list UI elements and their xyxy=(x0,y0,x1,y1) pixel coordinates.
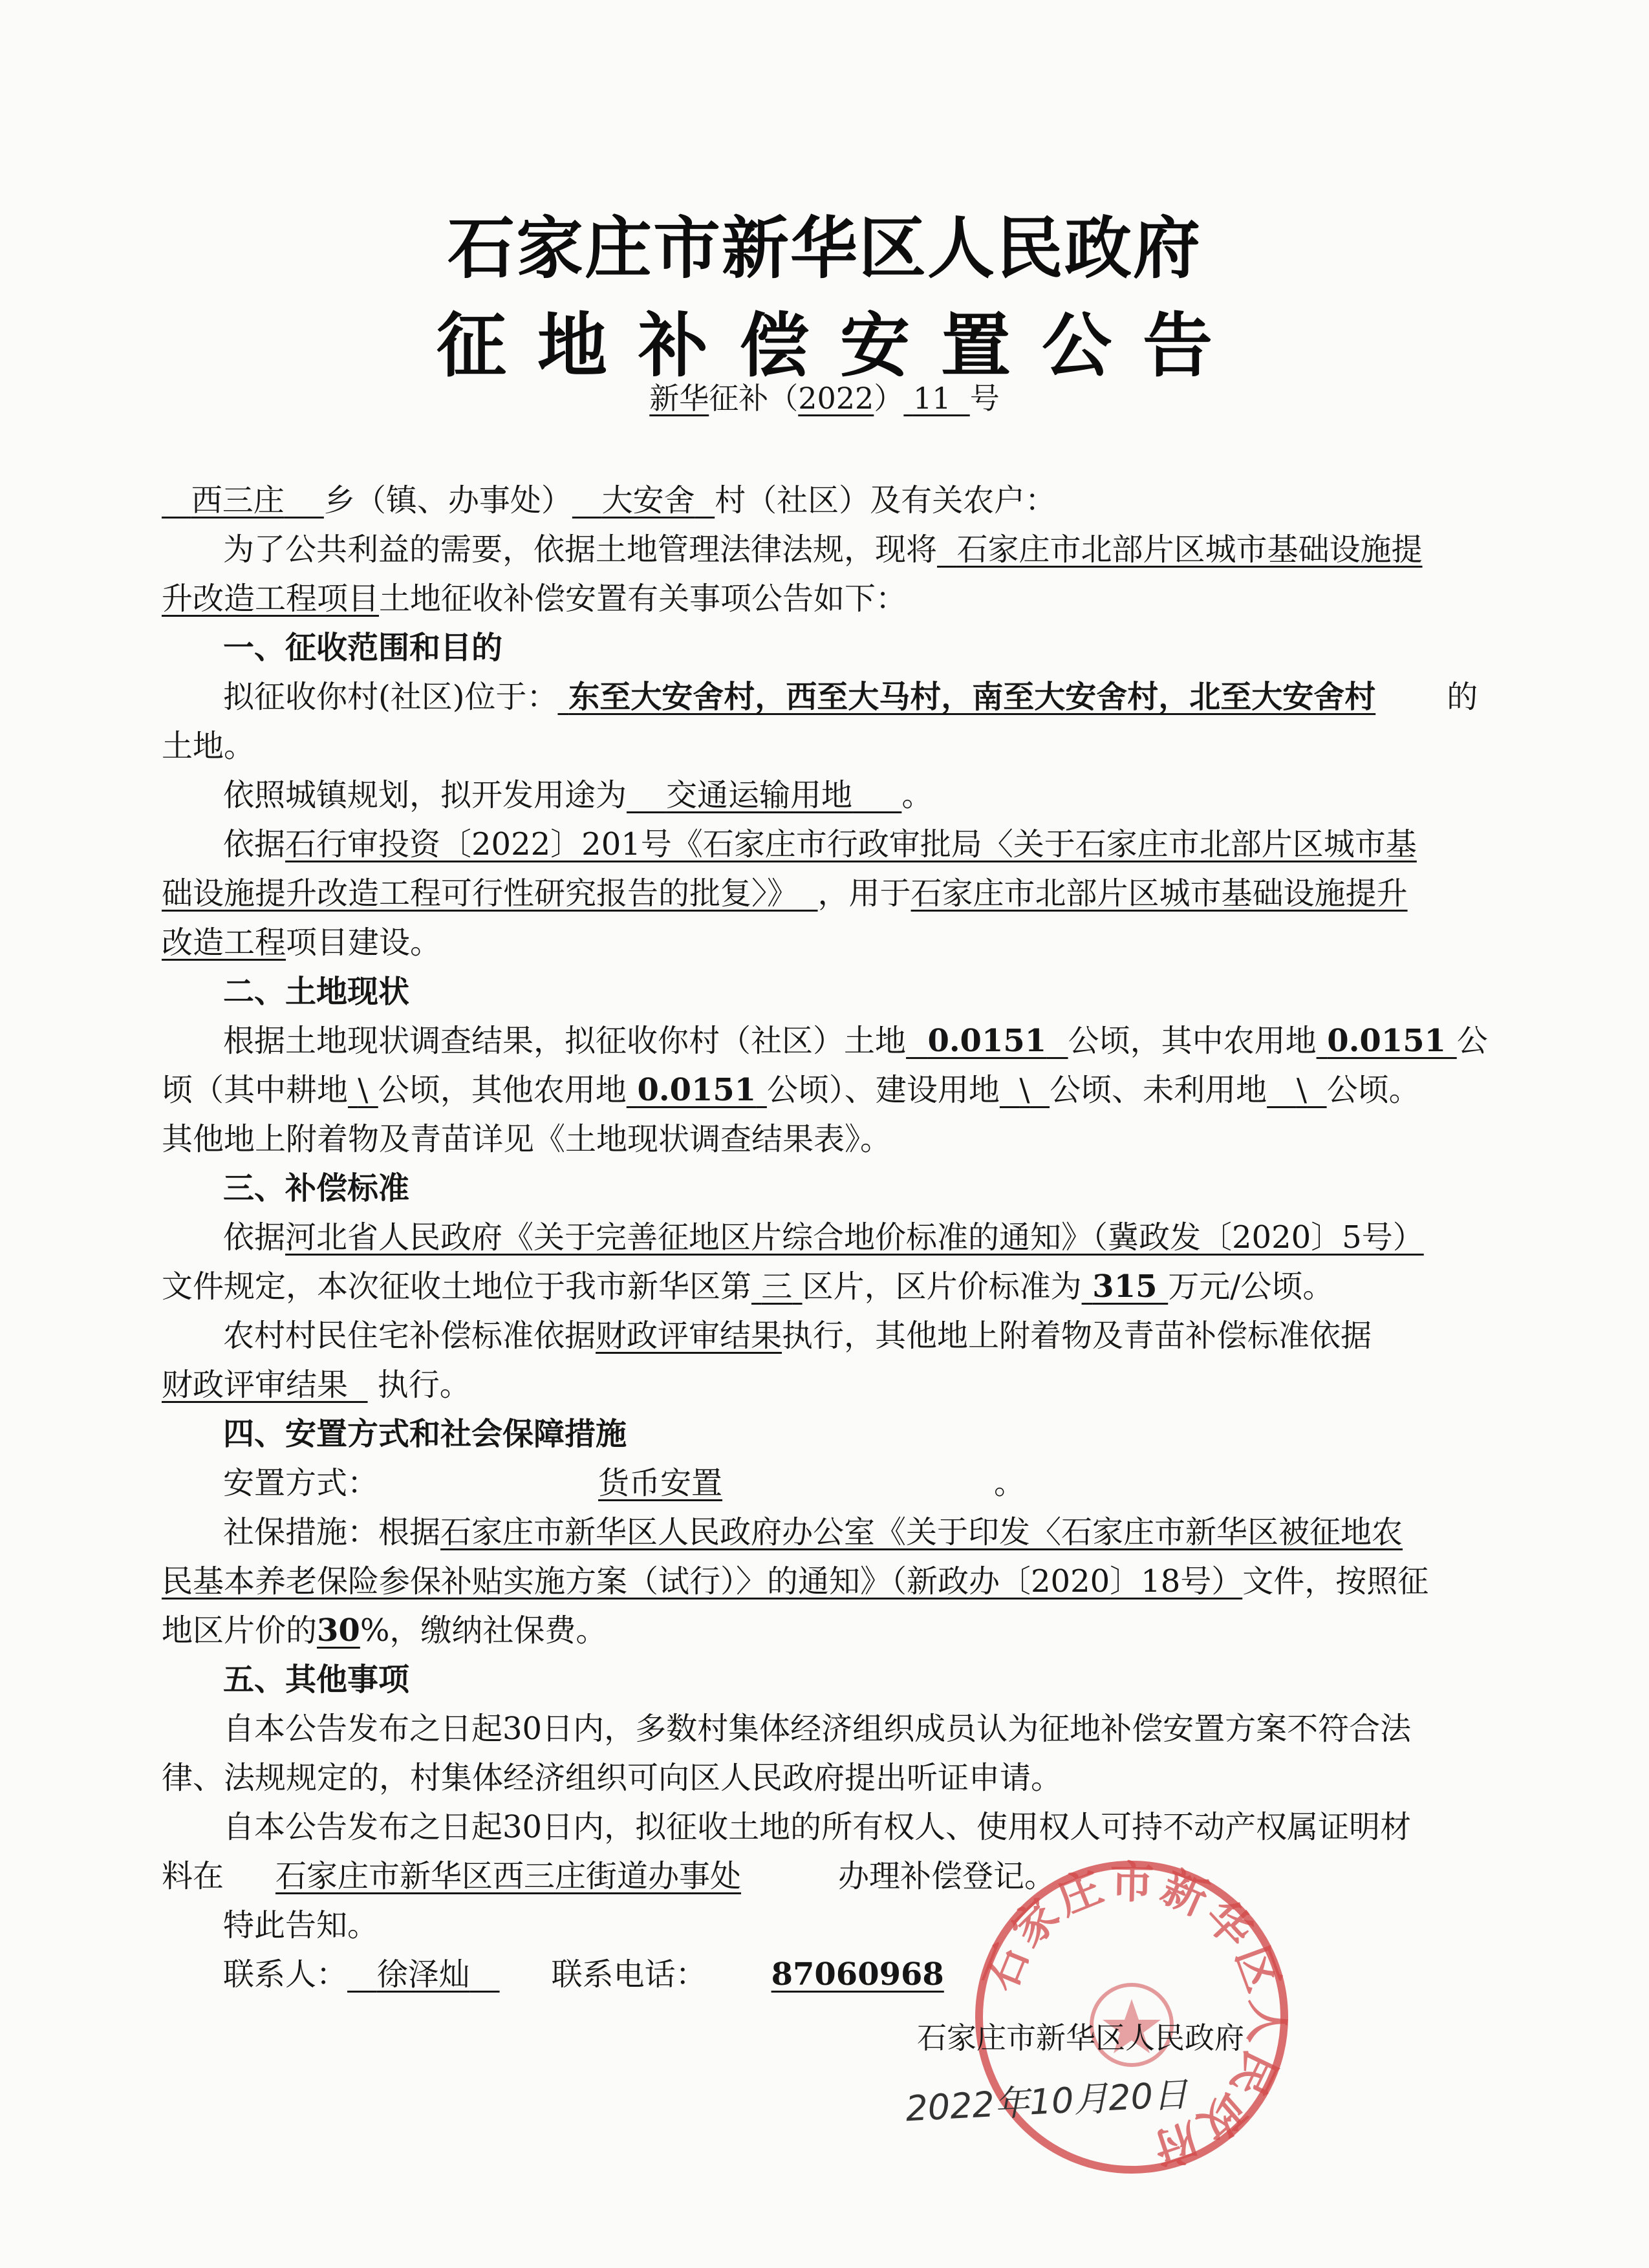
location-line: 拟征收你村(社区)位于： 东至大安舍村，西至大马村，南至大安舍村，北至大安舍村 的 xyxy=(223,679,1478,715)
province-notice: 河北省人民政府《关于完善征地区片综合地价标准的通知》（冀政发〔2020〕5号） xyxy=(285,1219,1424,1256)
location-boundary: 东至大安舍村，西至大马村，南至大安舍村，北至大安舍村 xyxy=(568,679,1376,715)
addressee-line: 西三庄 乡（镇、办事处） 大安舍 村（社区）及有关农户： xyxy=(162,482,1056,520)
contact-name: 徐泽灿 xyxy=(376,1956,470,1993)
seal-text: 石家庄市新华区人民政府 xyxy=(975,1857,1293,2177)
social-security-line-2: 民基本养老保险参保补贴实施方案（试行）〉的通知》（新政办〔2020〕18号）文件，按照征 xyxy=(162,1563,1429,1599)
date-handwritten: 2022年10月20日 xyxy=(904,2073,1189,2130)
construction-area: \ xyxy=(1019,1072,1030,1108)
approval-doc-2: 础设施提升改造工程可行性研究报告的批复〉》 xyxy=(162,875,799,912)
social-doc-2: 民基本养老保险参保补贴实施方案（试行）〉的通知》（新政办〔2020〕18号） xyxy=(162,1563,1243,1599)
crop-basis: 财政评审结果 xyxy=(162,1367,349,1403)
project-name-1: 石家庄市北部片区城市基础设施提 xyxy=(956,531,1423,568)
document-number: 新华征补（2022） 11 号 xyxy=(649,381,1000,416)
social-doc-1: 石家庄市新华区人民政府办公室《关于印发〈石家庄市新华区被征地农 xyxy=(440,1514,1403,1550)
compensation-line-3: 农村村民住宅补偿标准依据财政评审结果执行，其他地上附着物及青苗补偿标准依据 xyxy=(223,1318,1372,1354)
basis-line-3: 改造工程项目建设。 xyxy=(162,925,442,961)
project-name-2: 升改造工程项目 xyxy=(162,581,380,617)
official-seal xyxy=(970,1856,1293,2179)
social-security-line-1: 社保措施：根据石家庄市新华区人民政府办公室《关于印发〈石家庄市新华区被征地农 xyxy=(223,1514,1403,1550)
arable-area: \ xyxy=(358,1072,369,1108)
township-name: 西三庄 xyxy=(191,482,285,519)
notice-line: 特此告知。 xyxy=(223,1907,379,1943)
section-2-heading: 二、土地现状 xyxy=(223,974,410,1010)
registration-line-2: 料在 石家庄市新华区西三庄街道办事处 办理补偿登记。 xyxy=(162,1858,1056,1894)
social-security-line-3: 地区片价的30%，缴纳社保费。 xyxy=(162,1612,607,1649)
title-government: 石家庄市新华区人民政府 xyxy=(447,209,1202,288)
registration-line-1: 自本公告发布之日起30日内，拟征收土地的所有权人、使用权人可持不动产权属证明材 xyxy=(223,1809,1412,1845)
issuer: 石家庄市新华区人民政府 xyxy=(917,2020,1244,2055)
farm-area: 0.0151 xyxy=(1327,1023,1446,1059)
resettlement-method: 货币安置 xyxy=(598,1465,723,1501)
compensation-line-2: 文件规定，本次征收土地位于我市新华区第 三 区片，区片价标准为 315 万元/公顷。 xyxy=(162,1268,1334,1305)
land-status-line-1: 根据土地现状调查结果，拟征收你村（社区）土地 0.0151 公顷，其中农用地 0.0151 公 xyxy=(223,1023,1488,1059)
land-status-line-2: 顷（其中耕地 \ 公顷，其他农用地 0.0151 公顷）、建设用地 \ 公顷、未利用地 \ 公顷。 xyxy=(162,1072,1420,1108)
village-name: 大安舍 xyxy=(601,482,695,519)
approval-doc-1: 石行审投资〔2022〕201号《石家庄市行政审批局〈关于石家庄市北部片区城市基 xyxy=(285,826,1417,862)
land-use: 交通运输用地 xyxy=(666,777,853,813)
compensation-line-4: 财政评审结果 执行。 xyxy=(162,1367,471,1403)
compensation-line-1: 依据河北省人民政府《关于完善征地区片综合地价标准的通知》（冀政发〔2020〕5号） xyxy=(223,1219,1424,1256)
doc-num: 11 xyxy=(912,381,951,416)
purpose-1: 石家庄市北部片区城市基础设施提升 xyxy=(911,875,1408,912)
land-status-line-3: 其他地上附着物及青苗详见《土地现状调查结果表》。 xyxy=(162,1121,892,1157)
contact-line: 联系人： 徐泽灿 联系电话： 87060968 xyxy=(223,1956,983,1994)
house-basis: 财政评审结果 xyxy=(596,1318,782,1354)
section-3-heading: 三、补偿标准 xyxy=(223,1170,410,1206)
intro-line-2: 升改造工程项目土地征收补偿安置有关事项公告如下： xyxy=(162,581,907,617)
other-farm-area: 0.0151 xyxy=(637,1072,757,1108)
registration-office: 石家庄市新华区西三庄街道办事处 xyxy=(275,1858,742,1894)
basis-line-1: 依据石行审投资〔2022〕201号《石家庄市行政审批局〈关于石家庄市北部片区城市基 xyxy=(223,826,1417,862)
purpose-2: 改造工程 xyxy=(162,925,286,961)
location-line-2: 土地。 xyxy=(162,728,255,764)
zone-number: 三 xyxy=(761,1268,793,1305)
hearing-line-2: 律、法规规定的，村集体经济组织可向区人民政府提出听证申请。 xyxy=(162,1760,1062,1796)
intro-line-1: 为了公共利益的需要，依据土地管理法律法规，现将 石家庄市北部片区城市基础设施提 xyxy=(223,531,1423,568)
resettlement-line: 安置方式： 货币安置 。 xyxy=(223,1465,1026,1501)
hearing-line-1: 自本公告发布之日起30日内，多数村集体经济组织成员认为征地补偿安置方案不符合法 xyxy=(223,1711,1412,1747)
land-use-line: 依照城镇规划，拟开发用途为 交通运输用地 。 xyxy=(223,777,933,813)
section-5-heading: 五、其他事项 xyxy=(223,1662,410,1698)
contact-phone: 87060968 xyxy=(771,1956,944,1993)
doc-year: 2022 xyxy=(798,381,874,416)
total-area: 0.0151 xyxy=(927,1023,1047,1059)
title-announcement: 征地补偿安置公告 xyxy=(436,306,1244,387)
doc-prefix: 新华 xyxy=(649,381,709,416)
premium-percent: 30 xyxy=(317,1612,360,1649)
section-4-heading: 四、安置方式和社会保障措施 xyxy=(223,1416,627,1452)
section-1-heading: 一、征收范围和目的 xyxy=(223,630,503,666)
zone-price: 315 xyxy=(1092,1268,1158,1305)
unused-area: \ xyxy=(1296,1072,1308,1108)
basis-line-2: 础设施提升改造工程可行性研究报告的批复〉》 ，用于石家庄市北部片区城市基础设施提升 xyxy=(162,875,1408,912)
